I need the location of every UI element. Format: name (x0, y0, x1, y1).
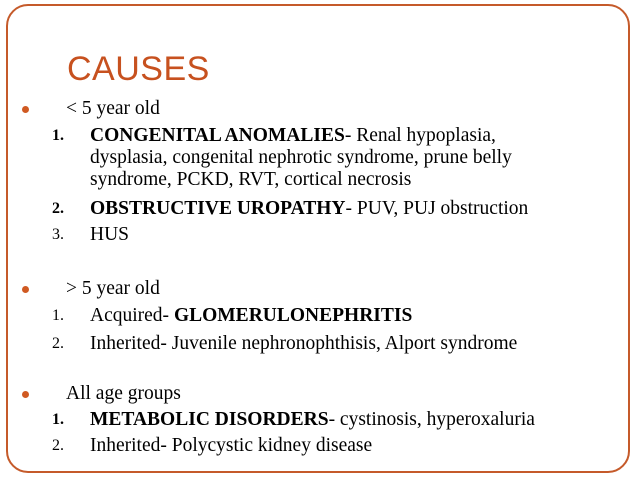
item-rest: - Renal hypoplasia, (344, 125, 496, 146)
item-text: syndrome, PCKD, RVT, cortical necrosis (90, 169, 412, 190)
bullet-dot-icon (22, 286, 29, 293)
item-bold-term: CONGENITAL ANOMALIES (90, 125, 345, 146)
item-number: 2. (52, 200, 64, 217)
item-bold-term: GLOMERULONEPHRITIS (173, 305, 413, 326)
bullet-dot-icon (22, 391, 29, 398)
item-number: 1. (52, 127, 64, 144)
bullet-label: < 5 year old (66, 98, 160, 119)
item-rest: - PUV, PUJ obstruction (345, 198, 529, 219)
item-text (90, 125, 496, 147)
item-text (90, 198, 528, 220)
item-text (90, 305, 412, 327)
item-bold-term: OBSTRUCTIVE UROPATHY (90, 198, 346, 219)
bullet-label: All age groups (66, 383, 181, 404)
item-number: 2. (52, 437, 64, 454)
item-number: 2. (52, 335, 64, 352)
item-bold-term: METABOLIC DISORDERS (90, 409, 329, 430)
bullet-label: > 5 year old (66, 278, 160, 299)
item-number: 1. (52, 307, 64, 324)
item-rest: - cystinosis, hyperoxaluria (328, 409, 535, 430)
item-text: Inherited- Juvenile nephronophthisis, Alport syndrome (90, 333, 518, 354)
item-number: 1. (52, 411, 64, 428)
bullet-dot-icon (22, 106, 29, 113)
item-text: HUS (90, 224, 130, 245)
item-text: dysplasia, congenital nephrotic syndrome, prune belly (90, 147, 512, 168)
item-pre: Acquired- (90, 305, 174, 326)
item-number: 3. (52, 226, 64, 243)
item-text (90, 409, 535, 431)
item-text: Inherited- Polycystic kidney disease (90, 435, 373, 456)
slide-title: CAUSES (67, 50, 210, 88)
